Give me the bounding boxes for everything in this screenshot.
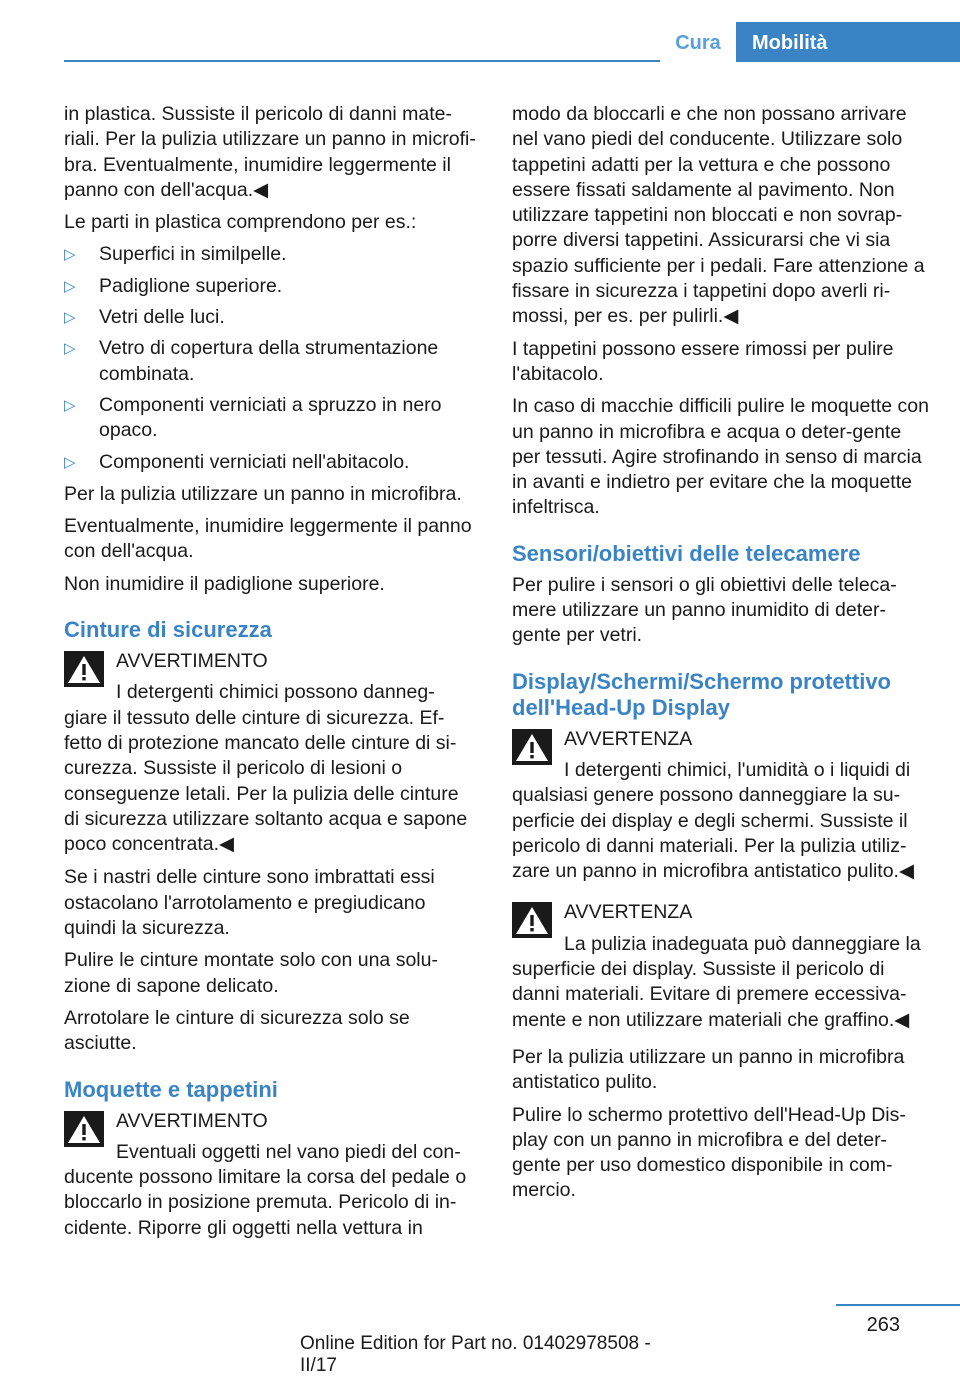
paragraph: Se i nastri delle cinture sono imbrattati essi ostacolano l'arrotolamento e pregiudicano quindi la sicurezza. — [64, 866, 435, 940]
list-item — [64, 450, 478, 475]
warning-heading: AVVERTIMENTO — [116, 650, 268, 673]
footer-rule — [836, 1304, 960, 1306]
tab-mobilita[interactable]: Mobilità — [736, 22, 960, 62]
warning-heading: AVVERTENZA — [564, 727, 693, 750]
list-item-text: Componenti verniciati a spruzzo in nero opaco. — [99, 393, 442, 442]
page-number: 263 — [866, 1314, 900, 1336]
warning-heading: AVVERTENZA — [564, 901, 693, 924]
list-item-text: Vetro di copertura della strumentazione combinata. — [99, 337, 439, 385]
warning-triangle-icon — [512, 729, 552, 765]
paragraph: in plastica. Sussiste il pericolo di danni mate‐riali. Per la pulizia utilizzare un panno in microfi‐bra. Eventualmente, inumidire leggermente il panno con dell'acqua.◀ — [64, 103, 476, 201]
paragraph: Le parti in plastica comprendono per es.: — [64, 211, 417, 234]
warning-text: I detergenti chimici, l'umidità o i liquidi di qualsiasi genere possono danneggiare la su‐perficie dei display e degli schermi. Sussiste il pericolo di danni materiali. Per la pulizia utiliz‐zare un panno in microfibra antistatico pulito.◀ — [512, 758, 914, 883]
warning-text: La pulizia inadeguata può danneggiare la superficie dei display. Sussiste il pericolo di danni materiali. Evitare di premere eccessiva‐mente e non utilizzare materiali che graffino.◀ — [512, 932, 921, 1031]
warning-block — [512, 900, 930, 1032]
list-item — [64, 242, 478, 267]
triangle-bullet-icon: ▷ — [64, 277, 76, 295]
list-item-text: Padiglione superiore. — [99, 274, 283, 297]
section-heading-display: Display/Schermi/Schermo protettivo dell'Head-Up Display — [512, 668, 891, 720]
triangle-bullet-icon: ▷ — [64, 246, 76, 264]
warning-text: I detergenti chimici possono danneg‐giare il tessuto delle cinture di sicurezza. Ef‐fetto di protezione mancato delle cinture di si‐curezza. Sussiste il pericolo di lesioni o conseguenze letali. Per la pulizia delle cinture di sicurezza utilizzare soltanto acqua e sapone poco concentrata.◀ — [64, 681, 468, 856]
tab-cura[interactable]: Cura — [660, 22, 736, 62]
list-item — [64, 393, 478, 444]
list-item — [64, 305, 478, 330]
paragraph: Arrotolare le cinture di sicurezza solo se asciutte. — [64, 1006, 410, 1055]
warning-heading: AVVERTIMENTO — [116, 1109, 268, 1132]
paragraph: modo da bloccarli e che non possano arrivare nel vano piedi del conducente. Utilizzare solo tappetini adatti per la vettura e che possono essere fissati saldamente al pavimento. Non utilizzare tappetini non bloccati e non sovrap‐porre diversi tappetini. Assicurarsi che vi sia spazio sufficiente per i pedali. Fare attenzione a fissare in sicurezza i tappetini dopo averli ri‐mossi, per es. per pulirli.◀ — [512, 103, 925, 328]
paragraph: Eventualmente, inumidire leggermente il panno con dell'acqua. — [64, 515, 472, 563]
warning-text: Eventuali oggetti nel vano piedi del con‐ducente possono limitare la corsa del pedale o bloccarlo in posizione premuta. Pericolo di in‐cidente. Riporre gli oggetti nella vettura in — [64, 1140, 467, 1239]
paragraph: Pulire le cinture montate solo con una solu‐zione di sapone delicato. — [64, 949, 438, 997]
warning-block — [512, 727, 930, 885]
warning-block — [64, 1109, 478, 1241]
list-item-text: Componenti verniciati nell'abitacolo. — [99, 450, 410, 473]
list-item — [64, 274, 478, 299]
warning-triangle-icon — [64, 651, 104, 687]
paragraph: Per pulire i sensori o gli obiettivi delle teleca‐mere utilizzare un panno inumidito di deter‐gente per vetri. — [512, 573, 897, 647]
triangle-bullet-icon: ▷ — [64, 453, 76, 471]
edition-note: Online Edition for Part no. 01402978508 - II/17 — [300, 1333, 651, 1376]
section-heading-cinture: Cinture di sicurezza — [64, 617, 272, 643]
left-column — [64, 102, 478, 1249]
list-item-text: Vetri delle luci. — [99, 306, 225, 329]
paragraph: Pulire lo schermo protettivo dell'Head-Up Dis‐play con un panno in microfibra e del deter‐gente per uso domestico disponibile in com‐mercio. — [512, 1103, 906, 1202]
paragraph: In caso di macchie difficili pulire le moquette con un panno in microfibra e acqua o deter‐gente per tessuti. Agire strofinando in senso di marcia in avanti e indietro per evitare che la moquette infeltrisca. — [512, 395, 929, 519]
warning-block — [64, 649, 478, 857]
paragraph: I tappetini possono essere rimossi per pulire l'abitacolo. — [512, 337, 894, 385]
warning-triangle-icon — [64, 1111, 104, 1147]
section-heading-sensori: Sensori/obiettivi delle telecamere — [512, 540, 861, 566]
list-item — [64, 336, 478, 387]
list-item-text: Superfici in similpelle. — [99, 243, 287, 266]
triangle-bullet-icon: ▷ — [64, 396, 76, 414]
triangle-bullet-icon: ▷ — [64, 340, 76, 358]
paragraph: Non inumidire il padiglione superiore. — [64, 572, 385, 595]
paragraph: Per la pulizia utilizzare un panno in microfibra antistatico pulito. — [512, 1045, 905, 1094]
paragraph: Per la pulizia utilizzare un panno in microfibra. — [64, 482, 462, 505]
section-heading-moquette: Moquette e tappetini — [64, 1076, 278, 1102]
right-column — [512, 102, 930, 1211]
warning-triangle-icon — [512, 902, 552, 938]
triangle-bullet-icon: ▷ — [64, 309, 76, 327]
plastic-parts-list — [64, 242, 478, 474]
